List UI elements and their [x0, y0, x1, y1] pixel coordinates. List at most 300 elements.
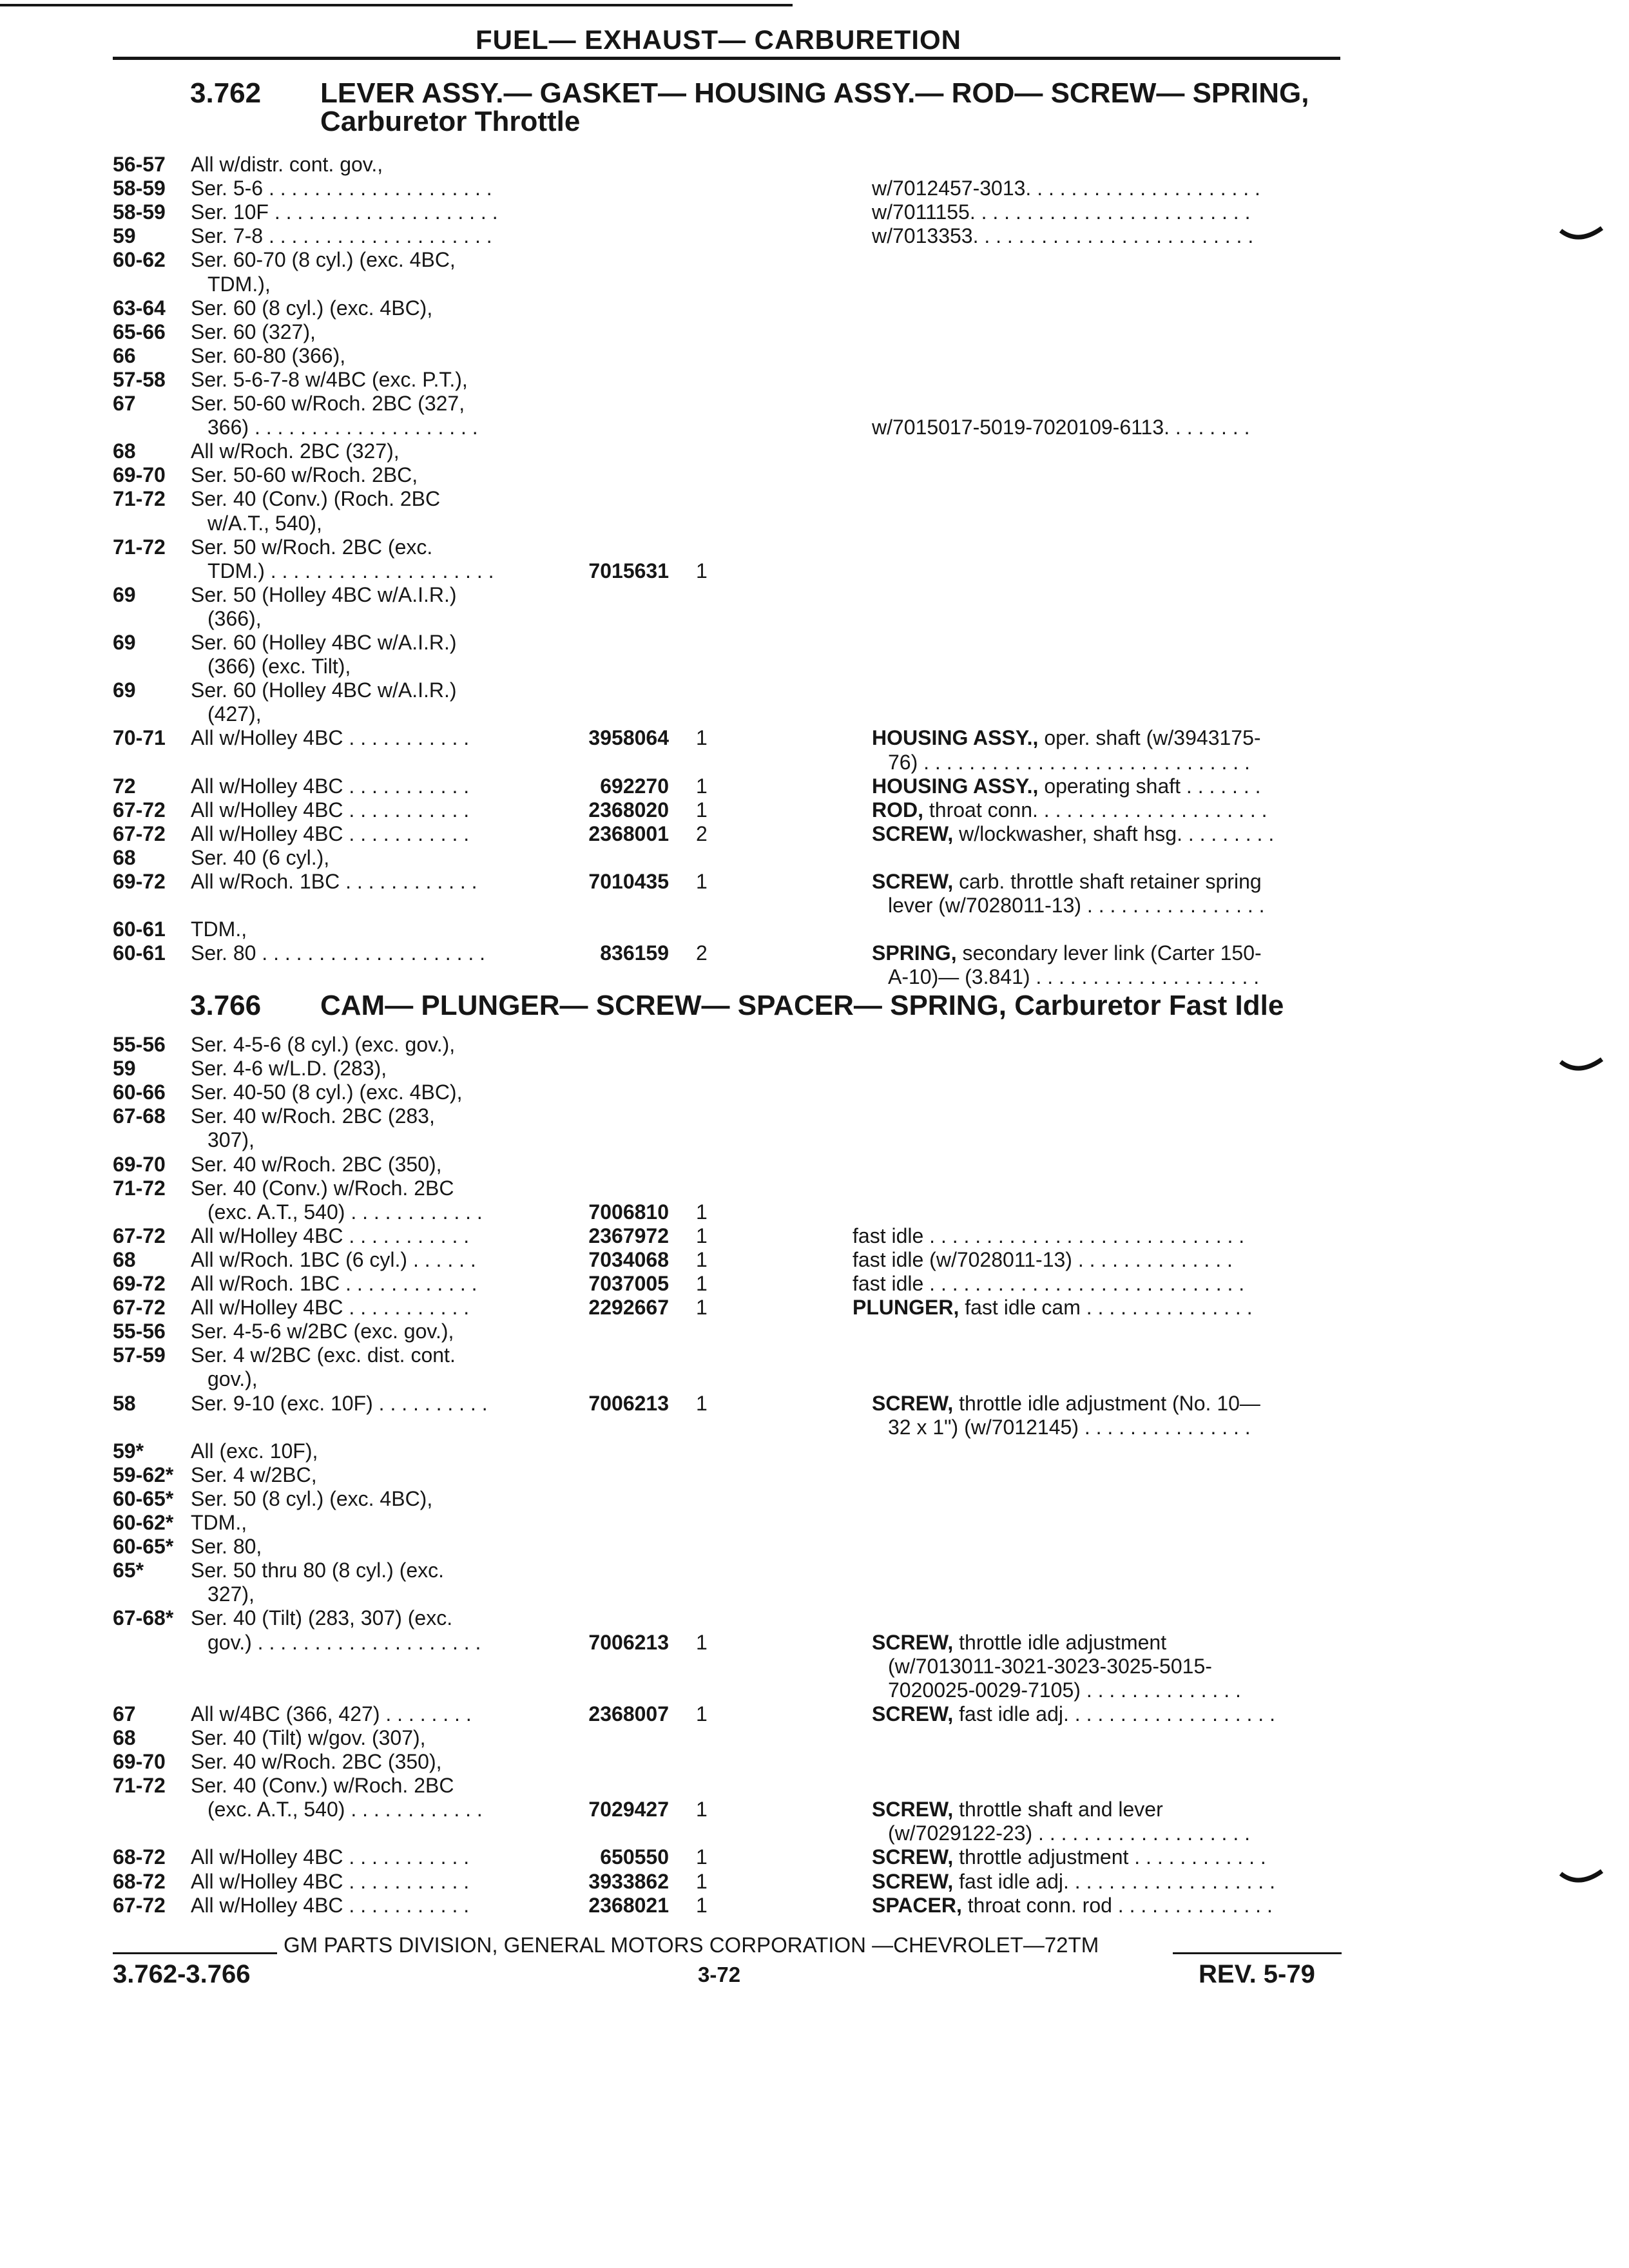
- table-row: [0, 1343, 1629, 1367]
- year-range: 69-70: [113, 1750, 166, 1773]
- part-number: 7015631: [588, 559, 669, 582]
- quantity: 1: [696, 870, 708, 893]
- application: All w/Holley 4BC . . . . . . . . . . .: [191, 1870, 470, 1893]
- description-text: A-10)— (3.841) . . . . . . . . . . . . . . . . . . . .: [888, 965, 1260, 988]
- description-text: throttle idle adjustment (No. 10—: [953, 1392, 1260, 1415]
- application: Ser. 9-10 (exc. 10F) . . . . . . . . . .: [191, 1392, 488, 1415]
- part-name: SCREW,: [872, 822, 954, 845]
- description-text: operating shaft . . . . . . .: [1038, 774, 1261, 798]
- section-heading-3762: [0, 79, 1629, 143]
- table-row: [0, 1678, 1629, 1702]
- description: [853, 1296, 1253, 1320]
- application: Ser. 40 (Conv.) w/Roch. 2BC: [191, 1774, 454, 1797]
- header-rule: [113, 57, 1340, 60]
- description-text: 7020025-0029-7105) . . . . . . . . . . . . . .: [888, 1678, 1241, 1702]
- application: Ser. 60 (327),: [191, 320, 316, 343]
- description-text: w/7013353. . . . . . . . . . . . . . . . . . . . . . . . .: [872, 224, 1254, 247]
- year-range: 58: [113, 1392, 136, 1415]
- application: Ser. 40 (Conv.) (Roch. 2BC: [191, 487, 441, 510]
- application: 366) . . . . . . . . . . . . . . . . . . . .: [207, 416, 478, 439]
- application: Ser. 40 w/Roch. 2BC (350),: [191, 1750, 442, 1773]
- binder-mark-icon: [1559, 1869, 1605, 1894]
- table-row: [0, 822, 1629, 846]
- part-number: 2368001: [588, 822, 669, 845]
- table-row: [0, 1726, 1629, 1750]
- description-text: w/7011155. . . . . . . . . . . . . . . . . . . . . . . . .: [872, 200, 1251, 224]
- application: gov.),: [207, 1367, 258, 1390]
- quantity: 1: [696, 1296, 708, 1319]
- application: All w/Holley 4BC . . . . . . . . . . .: [191, 1296, 470, 1319]
- part-number: 2368020: [588, 798, 669, 822]
- table-row: [0, 439, 1629, 463]
- description: [872, 798, 1268, 822]
- year-range: 59: [113, 224, 136, 247]
- year-range: 59-62*: [113, 1463, 174, 1486]
- table-row: [0, 1487, 1629, 1511]
- application: All w/4BC (366, 427) . . . . . . . .: [191, 1702, 472, 1725]
- page-section-title: FUEL— EXHAUST— CARBURETION: [475, 24, 961, 55]
- year-range: 68: [113, 439, 136, 463]
- description: [888, 1416, 1251, 1439]
- description: [888, 965, 1259, 989]
- part-name: SCREW,: [872, 1631, 954, 1654]
- application: Ser. 4 w/2BC (exc. dist. cont.: [191, 1343, 456, 1367]
- table-row: [0, 463, 1629, 487]
- application: Ser. 60 (Holley 4BC w/A.I.R.): [191, 678, 457, 702]
- table-row: [0, 1128, 1629, 1152]
- description: [872, 870, 1262, 894]
- part-name: HOUSING ASSY.,: [872, 774, 1039, 798]
- quantity: 1: [696, 559, 708, 582]
- quantity: 1: [696, 1894, 708, 1917]
- table-row: [0, 631, 1629, 655]
- part-number: 7006213: [588, 1631, 669, 1654]
- application: Ser. 40-50 (8 cyl.) (exc. 4BC),: [191, 1081, 463, 1104]
- description: [872, 1894, 1273, 1917]
- quantity: 2: [696, 941, 708, 965]
- table-row: [0, 583, 1629, 607]
- description: [888, 894, 1265, 918]
- table-row: [0, 1606, 1629, 1630]
- description: [888, 1655, 1212, 1678]
- part-name: SCREW,: [872, 1702, 954, 1725]
- description-text: throttle shaft and lever: [953, 1798, 1163, 1821]
- application: All w/Roch. 1BC (6 cyl.) . . . . . .: [191, 1248, 476, 1271]
- application: Ser. 80 . . . . . . . . . . . . . . . . . . . .: [191, 941, 486, 965]
- table-row: [0, 1535, 1629, 1559]
- binder-mark-icon: [1559, 226, 1605, 251]
- section-title: LEVER ASSY.— GASKET— HOUSING ASSY.— ROD— SCREW— SPRING,: [320, 77, 1309, 109]
- table-row: [0, 1153, 1629, 1177]
- year-range: 60-65*: [113, 1487, 174, 1510]
- part-name: SCREW,: [872, 1870, 954, 1893]
- part-name: SPACER,: [872, 1894, 962, 1917]
- description-text: w/7015017-5019-7020109-6113. . . . . . . .: [872, 416, 1250, 439]
- table-row: [0, 248, 1629, 272]
- application: Ser. 4 w/2BC,: [191, 1463, 317, 1486]
- table-row: [0, 320, 1629, 344]
- table-row: [0, 655, 1629, 678]
- table-row: [0, 965, 1629, 989]
- year-range: 71-72: [113, 487, 166, 510]
- table-row: [0, 1033, 1629, 1057]
- table-row: [0, 1177, 1629, 1200]
- application: Ser. 4-6 w/L.D. (283),: [191, 1057, 387, 1080]
- year-range: 59: [113, 1057, 136, 1080]
- year-range: 65-66: [113, 320, 166, 343]
- year-range: 66: [113, 344, 136, 367]
- year-range: 69: [113, 678, 136, 702]
- application: (366),: [207, 607, 262, 630]
- year-range: 55-56: [113, 1320, 166, 1343]
- description: [872, 1845, 1266, 1869]
- application: Ser. 60-80 (366),: [191, 344, 346, 367]
- application: Ser. 5-6 . . . . . . . . . . . . . . . . . . . .: [191, 177, 492, 200]
- application: All w/Holley 4BC . . . . . . . . . . .: [191, 1845, 470, 1869]
- part-name: SCREW,: [872, 870, 954, 893]
- year-range: 65*: [113, 1559, 144, 1582]
- table-row: [0, 1367, 1629, 1391]
- table-row: [0, 1439, 1629, 1463]
- year-range: 68-72: [113, 1870, 166, 1893]
- section-number: 3.762: [190, 77, 262, 109]
- description-text: 76) . . . . . . . . . . . . . . . . . . . . . . . . . . . . .: [888, 751, 1250, 774]
- description-text: throat conn. rod . . . . . . . . . . . . . .: [961, 1894, 1273, 1917]
- table-row: [0, 153, 1629, 177]
- description-text: fast idle . . . . . . . . . . . . . . . . . . . . . . . . . . . .: [853, 1272, 1245, 1295]
- part-name: SPRING,: [872, 941, 957, 965]
- part-number: 7006810: [588, 1200, 669, 1224]
- table-row: [0, 224, 1629, 248]
- year-range: 67-68: [113, 1104, 166, 1128]
- description: [872, 200, 1250, 224]
- table-row: [0, 1200, 1629, 1224]
- year-range: 68: [113, 1248, 136, 1271]
- quantity: 2: [696, 822, 708, 845]
- application: 307),: [207, 1128, 255, 1151]
- table-row: [0, 1774, 1629, 1798]
- year-range: 72: [113, 774, 136, 798]
- year-range: 67: [113, 1702, 136, 1725]
- application: Ser. 4-5-6 w/2BC (exc. gov.),: [191, 1320, 454, 1343]
- application: 327),: [207, 1582, 255, 1606]
- table-row: [0, 1104, 1629, 1128]
- table-row: [0, 1081, 1629, 1104]
- footer-rule-right: [1173, 1952, 1342, 1954]
- description: [853, 1224, 1244, 1248]
- year-range: 58-59: [113, 177, 166, 200]
- application: Ser. 5-6-7-8 w/4BC (exc. P.T.),: [191, 368, 468, 391]
- table-row: [0, 1248, 1629, 1272]
- binder-mark-icon: [1559, 1057, 1605, 1082]
- application: TDM.) . . . . . . . . . . . . . . . . . . . .: [207, 559, 494, 582]
- application: Ser. 50 (Holley 4BC w/A.I.R.): [191, 583, 457, 606]
- quantity: 1: [696, 774, 708, 798]
- table-row: [0, 1702, 1629, 1726]
- table-row: [0, 1894, 1629, 1917]
- table-row: [0, 177, 1629, 200]
- description-text: fast idle (w/7028011-13) . . . . . . . . . . . . . .: [853, 1248, 1233, 1271]
- quantity: 1: [696, 1702, 708, 1725]
- table-row: [0, 1416, 1629, 1439]
- year-range: 57-59: [113, 1343, 166, 1367]
- part-number: 836159: [600, 941, 669, 965]
- description: [872, 726, 1261, 750]
- application: Ser. 60 (Holley 4BC w/A.I.R.): [191, 631, 457, 654]
- section-heading-3766: [0, 991, 1629, 1023]
- application: Ser. 50-60 w/Roch. 2BC (327,: [191, 392, 465, 415]
- table-row: [0, 1821, 1629, 1845]
- quantity: 1: [696, 1248, 708, 1271]
- table-row: [0, 798, 1629, 822]
- table-row: [0, 1320, 1629, 1343]
- description: [872, 224, 1253, 248]
- part-number: 2292667: [588, 1296, 669, 1319]
- year-range: 56-57: [113, 153, 166, 176]
- application: All w/Holley 4BC . . . . . . . . . . .: [191, 726, 470, 749]
- description-text: secondary lever link (Carter 150-: [956, 941, 1262, 965]
- application: (366) (exc. Tilt),: [207, 655, 351, 678]
- footer-organization: GM PARTS DIVISION, GENERAL MOTORS CORPORATION —CHEVROLET—72TM: [284, 1933, 1099, 1957]
- application: Ser. 40 (6 cyl.),: [191, 846, 330, 869]
- table-row: [0, 918, 1629, 941]
- part-name: HOUSING ASSY.,: [872, 726, 1039, 749]
- year-range: 60-61: [113, 941, 166, 965]
- part-number: 2368021: [588, 1894, 669, 1917]
- table-row: [0, 344, 1629, 368]
- description-text: w/lockwasher, shaft hsg. . . . . . . . .: [953, 822, 1275, 845]
- table-row: [0, 368, 1629, 392]
- description: [872, 941, 1262, 965]
- year-range: 60-62: [113, 248, 166, 271]
- table-row: [0, 846, 1629, 870]
- description-text: fast idle adj. . . . . . . . . . . . . . . . . . .: [953, 1870, 1275, 1893]
- application: TDM.),: [207, 273, 271, 296]
- application: Ser. 60-70 (8 cyl.) (exc. 4BC,: [191, 248, 456, 271]
- section-subtitle: Carburetor Throttle: [320, 106, 581, 137]
- table-row: [0, 200, 1629, 224]
- year-range: 71-72: [113, 1774, 166, 1797]
- table-row: [0, 941, 1629, 965]
- part-number: 3933862: [588, 1870, 669, 1893]
- year-range: 71-72: [113, 535, 166, 559]
- table-row: [0, 774, 1629, 798]
- description-text: w/7012457-3013. . . . . . . . . . . . . . . . . . . . .: [872, 177, 1260, 200]
- year-range: 59*: [113, 1439, 144, 1463]
- description-text: oper. shaft (w/3943175-: [1038, 726, 1261, 749]
- application: Ser. 50-60 w/Roch. 2BC,: [191, 463, 418, 486]
- year-range: 57-58: [113, 368, 166, 391]
- year-range: 69-70: [113, 1153, 166, 1176]
- part-number: 650550: [600, 1845, 669, 1869]
- table-row: [0, 894, 1629, 918]
- description-text: throat conn. . . . . . . . . . . . . . . . . . . . .: [923, 798, 1268, 822]
- table-row: [0, 392, 1629, 416]
- quantity: 1: [696, 1870, 708, 1893]
- description-text: fast idle cam . . . . . . . . . . . . . . .: [959, 1296, 1253, 1319]
- description: [872, 774, 1260, 798]
- year-range: 67-72: [113, 798, 166, 822]
- application: TDM.,: [191, 1511, 247, 1534]
- part-number: 692270: [600, 774, 669, 798]
- part-number: 7029427: [588, 1798, 669, 1821]
- description: [872, 1702, 1275, 1726]
- application: (427),: [207, 702, 262, 726]
- year-range: 69: [113, 583, 136, 606]
- table-row: [0, 1057, 1629, 1081]
- description-text: lever (w/7028011-13) . . . . . . . . . . . . . . . .: [888, 894, 1265, 917]
- application: Ser. 7-8 . . . . . . . . . . . . . . . . . . . .: [191, 224, 492, 247]
- application: Ser. 50 thru 80 (8 cyl.) (exc.: [191, 1559, 445, 1582]
- quantity: 1: [696, 798, 708, 822]
- description-text: carb. throttle shaft retainer spring: [953, 870, 1262, 893]
- year-range: 68-72: [113, 1845, 166, 1869]
- year-range: 67-68*: [113, 1606, 174, 1629]
- description: [888, 1821, 1250, 1845]
- description: [872, 1798, 1163, 1821]
- part-name: SCREW,: [872, 1798, 954, 1821]
- application: Ser. 80,: [191, 1535, 262, 1558]
- year-range: 55-56: [113, 1033, 166, 1056]
- table-row: [0, 607, 1629, 631]
- part-number: 7006213: [588, 1392, 669, 1415]
- year-range: 69-70: [113, 463, 166, 486]
- application: All w/Holley 4BC . . . . . . . . . . .: [191, 774, 470, 798]
- application: Ser. 50 (8 cyl.) (exc. 4BC),: [191, 1487, 433, 1510]
- description-text: (w/7029122-23) . . . . . . . . . . . . . . . . . . .: [888, 1821, 1250, 1845]
- table-row: [0, 678, 1629, 702]
- description-text: (w/7013011-3021-3023-3025-5015-: [888, 1655, 1212, 1678]
- quantity: 1: [696, 1845, 708, 1869]
- application: Ser. 40 (Conv.) w/Roch. 2BC: [191, 1177, 454, 1200]
- table-row: [0, 1798, 1629, 1821]
- year-range: 67-72: [113, 1894, 166, 1917]
- application: Ser. 40 w/Roch. 2BC (283,: [191, 1104, 435, 1128]
- part-number: 7010435: [588, 870, 669, 893]
- application: All w/Holley 4BC . . . . . . . . . . .: [191, 822, 470, 845]
- table-row: [0, 535, 1629, 559]
- year-range: 68: [113, 846, 136, 869]
- description: [888, 751, 1250, 774]
- application: TDM.,: [191, 918, 247, 941]
- table-row: [0, 1511, 1629, 1535]
- part-name: PLUNGER,: [853, 1296, 959, 1319]
- table-row: [0, 1655, 1629, 1678]
- year-range: 69-72: [113, 1272, 166, 1295]
- table-row: [0, 1296, 1629, 1320]
- description-text: 32 x 1") (w/7012145) . . . . . . . . . . . . . . .: [888, 1416, 1251, 1439]
- table-row: [0, 702, 1629, 726]
- description: [872, 1392, 1260, 1416]
- year-range: 58-59: [113, 200, 166, 224]
- description-text: throttle adjustment . . . . . . . . . . . .: [953, 1845, 1266, 1869]
- part-number: 2367972: [588, 1224, 669, 1247]
- table-row: [0, 1870, 1629, 1894]
- table-row: [0, 559, 1629, 583]
- year-range: 67: [113, 392, 136, 415]
- application: Ser. 40 w/Roch. 2BC (350),: [191, 1153, 442, 1176]
- description-text: fast idle adj. . . . . . . . . . . . . . . . . . .: [953, 1702, 1275, 1725]
- year-range: 67-72: [113, 822, 166, 845]
- year-range: 63-64: [113, 296, 166, 320]
- application: Ser. 10F . . . . . . . . . . . . . . . . . . . .: [191, 200, 498, 224]
- description: [872, 416, 1249, 439]
- table-row: [0, 1463, 1629, 1487]
- year-range: 60-62*: [113, 1511, 174, 1534]
- quantity: 1: [696, 1224, 708, 1247]
- application: (exc. A.T., 540) . . . . . . . . . . . .: [207, 1798, 483, 1821]
- year-range: 67-72: [113, 1296, 166, 1319]
- year-range: 70-71: [113, 726, 166, 749]
- application: All w/Holley 4BC . . . . . . . . . . .: [191, 1224, 470, 1247]
- table-row: [0, 487, 1629, 511]
- table-row: [0, 416, 1629, 439]
- table-row: [0, 512, 1629, 535]
- description: [872, 177, 1260, 200]
- table-row: [0, 1750, 1629, 1774]
- table-row: [0, 296, 1629, 320]
- year-range: 68: [113, 1726, 136, 1749]
- table-row: [0, 751, 1629, 774]
- footer-page-number: 3-72: [698, 1963, 741, 1986]
- table-row: [0, 1582, 1629, 1606]
- application: All (exc. 10F),: [191, 1439, 318, 1463]
- application: w/A.T., 540),: [207, 512, 322, 535]
- application: Ser. 4-5-6 (8 cyl.) (exc. gov.),: [191, 1033, 456, 1056]
- quantity: 1: [696, 1798, 708, 1821]
- year-range: 60-65*: [113, 1535, 174, 1558]
- application: All w/distr. cont. gov.,: [191, 153, 383, 176]
- description: [888, 1678, 1241, 1702]
- quantity: 1: [696, 1392, 708, 1415]
- year-range: 69-72: [113, 870, 166, 893]
- application: All w/Roch. 1BC . . . . . . . . . . . .: [191, 870, 477, 893]
- table-row: [0, 1392, 1629, 1416]
- quantity: 1: [696, 726, 708, 749]
- description-text: fast idle . . . . . . . . . . . . . . . . . . . . . . . . . . . .: [853, 1224, 1245, 1247]
- part-number: 2368007: [588, 1702, 669, 1725]
- quantity: 1: [696, 1631, 708, 1654]
- quantity: 1: [696, 1272, 708, 1295]
- section-title: CAM— PLUNGER— SCREW— SPACER— SPRING, Carburetor Fast Idle: [320, 990, 1284, 1021]
- description: [853, 1248, 1233, 1272]
- section-number: 3.766: [190, 990, 262, 1021]
- year-range: 69: [113, 631, 136, 654]
- table-row: [0, 726, 1629, 750]
- application: gov.) . . . . . . . . . . . . . . . . . . . .: [207, 1631, 481, 1654]
- table-row: [0, 1272, 1629, 1296]
- table-row: [0, 1559, 1629, 1582]
- year-range: 67-72: [113, 1224, 166, 1247]
- quantity: 1: [696, 1200, 708, 1224]
- part-name: SCREW,: [872, 1392, 954, 1415]
- table-row: [0, 273, 1629, 296]
- table-row: [0, 1224, 1629, 1248]
- application: Ser. 60 (8 cyl.) (exc. 4BC),: [191, 296, 433, 320]
- year-range: 60-61: [113, 918, 166, 941]
- footer-section-range: 3.762-3.766: [113, 1960, 251, 1988]
- application: Ser. 40 (Tilt) (283, 307) (exc.: [191, 1606, 453, 1629]
- application: Ser. 50 w/Roch. 2BC (exc.: [191, 535, 433, 559]
- application: All w/Roch. 1BC . . . . . . . . . . . .: [191, 1272, 477, 1295]
- table-row: [0, 1631, 1629, 1655]
- description: [872, 822, 1274, 846]
- part-name: ROD,: [872, 798, 923, 822]
- application: All w/Holley 4BC . . . . . . . . . . .: [191, 1894, 470, 1917]
- description-text: throttle idle adjustment: [953, 1631, 1167, 1654]
- year-range: 60-66: [113, 1081, 166, 1104]
- description: [872, 1870, 1275, 1894]
